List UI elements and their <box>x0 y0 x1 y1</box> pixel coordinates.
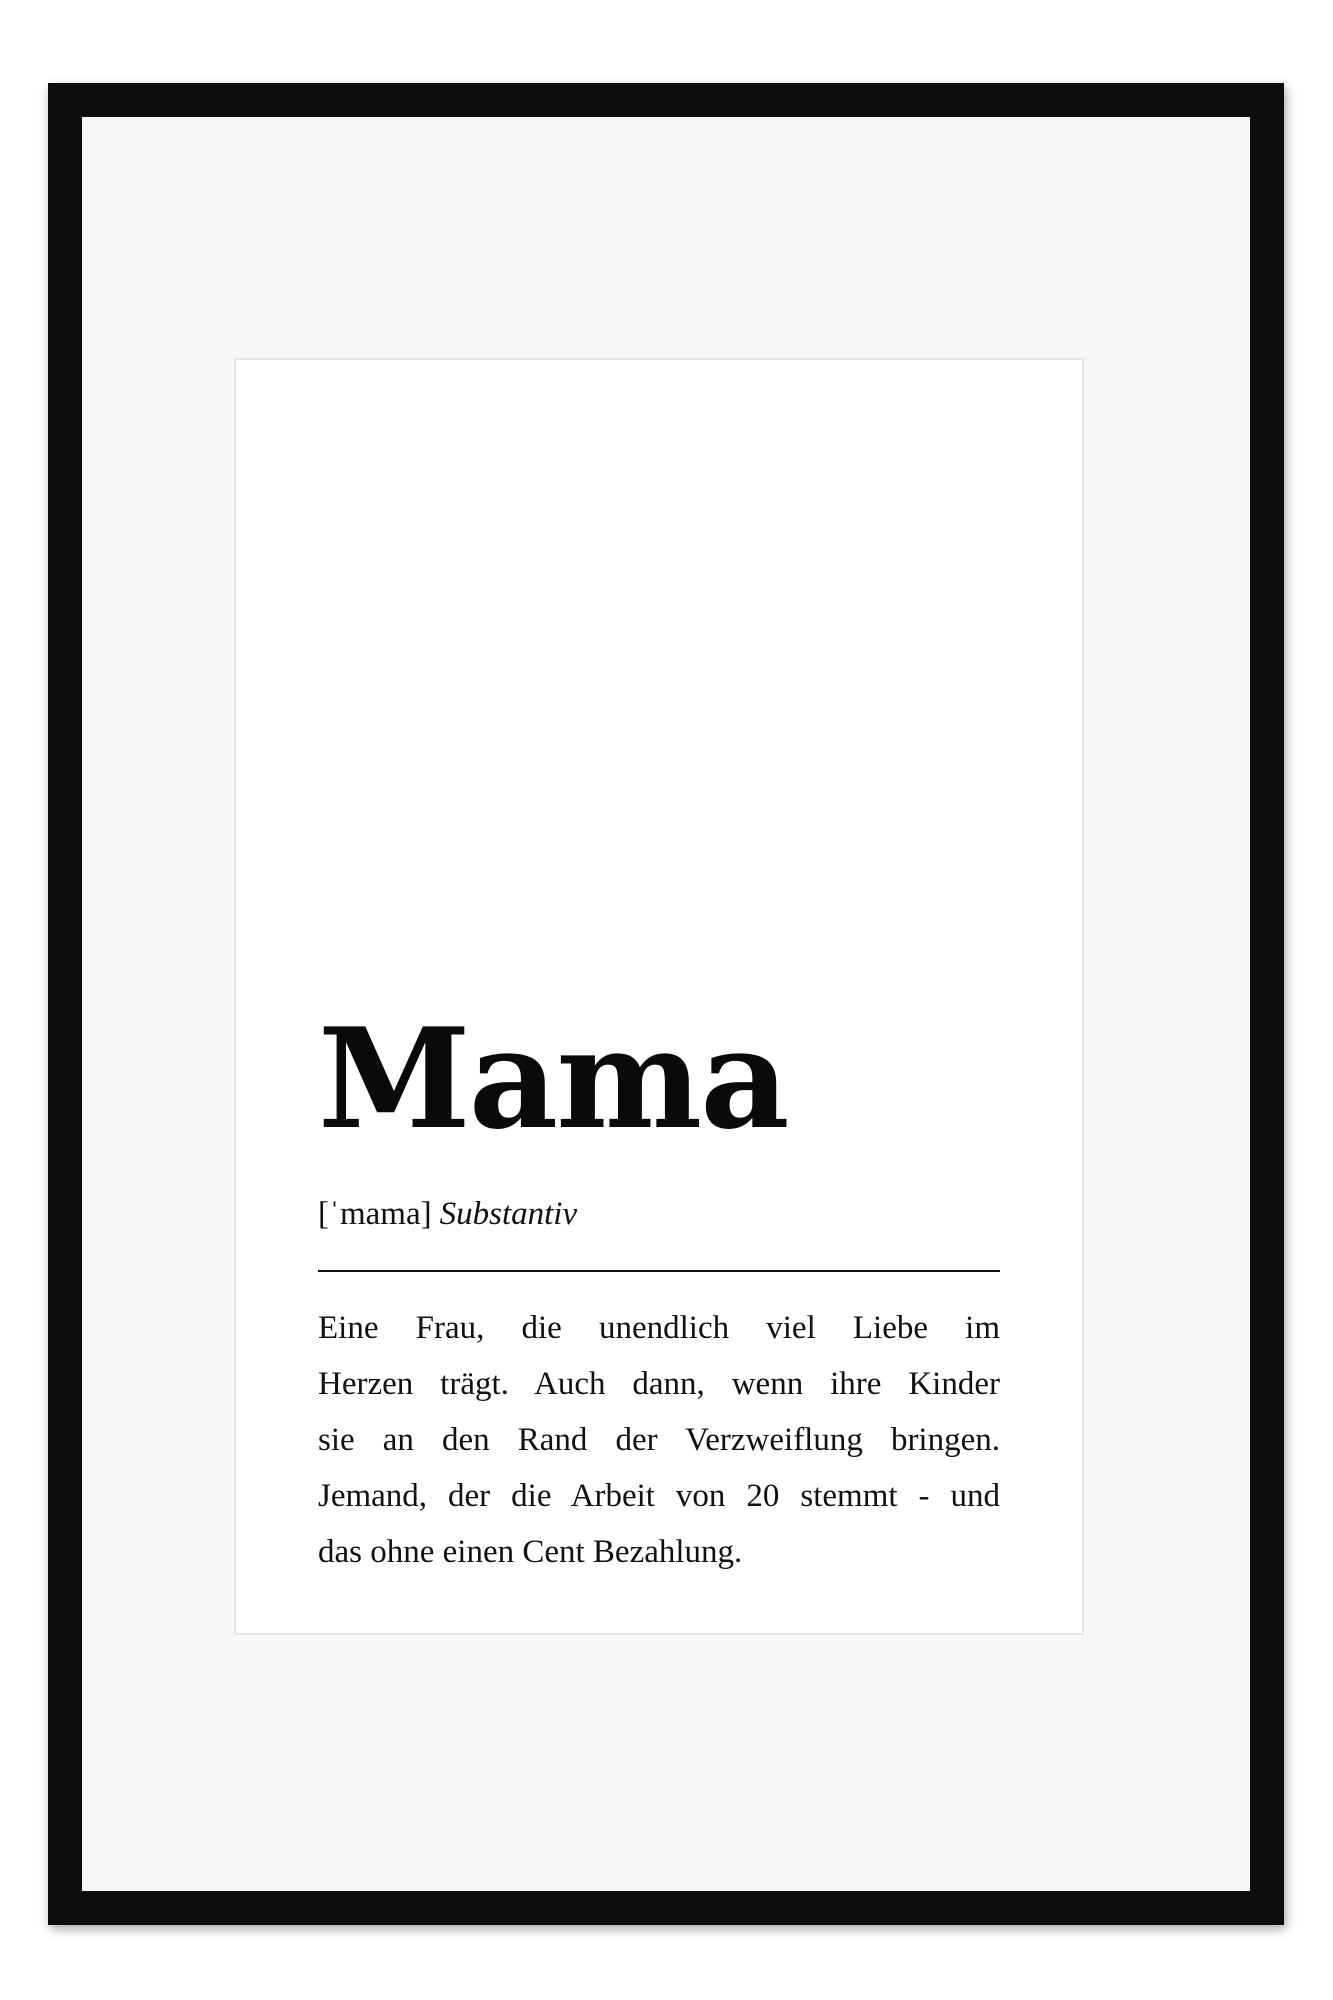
definition-text <box>318 1300 1000 1580</box>
part-of-speech: Substantiv <box>439 1196 578 1232</box>
divider-rule <box>318 1270 1000 1272</box>
poster-print <box>234 358 1084 1635</box>
definition-line: Eine Frau, die unendlich viel Liebe im <box>318 1310 1000 1347</box>
definition-line: Herzen trägt. Auch dann, wenn ihre Kinder <box>318 1366 1000 1403</box>
entry-word: Mama <box>318 997 788 1160</box>
pronunciation-line <box>318 1196 1000 1232</box>
dictionary-entry <box>318 997 1000 1580</box>
passepartout-mat <box>82 117 1250 1891</box>
definition-line: Jemand, der die Arbeit von 20 stemmt - und <box>318 1478 1000 1515</box>
pronunciation: [ˈmama] <box>318 1196 432 1232</box>
picture-frame <box>48 83 1284 1925</box>
definition-line: das ohne einen Cent Bezahlung. <box>318 1534 743 1571</box>
definition-line: sie an den Rand der Verzweiflung bringen. <box>318 1422 1000 1459</box>
